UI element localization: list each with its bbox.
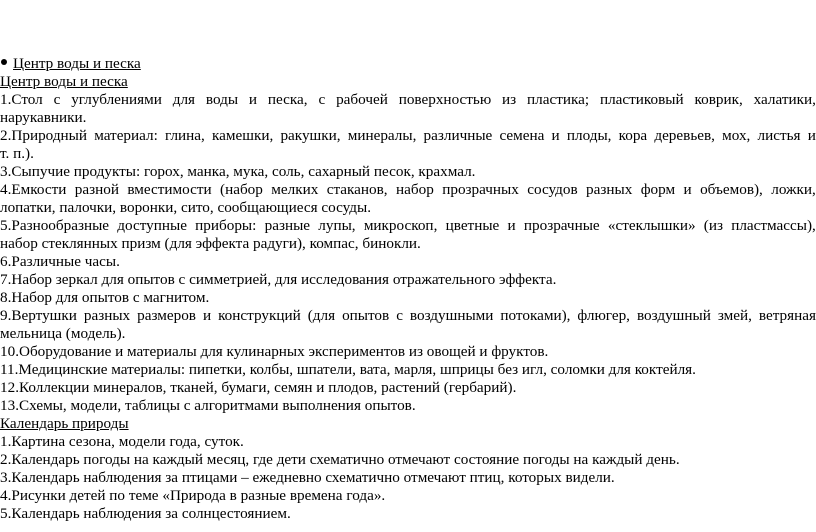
word: лупы, xyxy=(318,217,356,234)
word: разных xyxy=(586,181,633,198)
section1-list-justified-line xyxy=(0,307,816,325)
word: и xyxy=(807,127,816,144)
section1-list-justified-line xyxy=(0,181,816,199)
word: флюгер, xyxy=(577,307,630,324)
section1-list-line: 3.Сыпучие продукты: горох, манка, мука, соль, сахарный песок, крахмал. xyxy=(0,163,476,180)
word: плоды, xyxy=(566,127,612,144)
word: минералы, xyxy=(347,127,417,144)
section2-list-line: 2.Календарь погоды на каждый месяц, где дети схематично отмечают состояние погоды на каждый день. xyxy=(0,451,680,468)
word: углублениями xyxy=(71,91,162,108)
word: коврик, xyxy=(694,91,743,108)
word: разной xyxy=(74,181,119,198)
section1-list-justified-line xyxy=(0,127,816,145)
section1-list-line: 13.Схемы, модели, таблицы с алгоритмами выполнения опытов. xyxy=(0,397,416,414)
section1-list-line: 8.Набор для опытов с магнитом. xyxy=(0,289,210,306)
word: халатики, xyxy=(753,91,816,108)
word: пластиковый xyxy=(599,91,684,108)
word: доступные xyxy=(117,217,187,234)
word: песка, xyxy=(267,91,308,108)
word: ракушки, xyxy=(280,127,341,144)
word: различные xyxy=(423,127,493,144)
word: 5.Разнообразные xyxy=(0,217,110,234)
word: семена xyxy=(499,127,545,144)
word: приборы: xyxy=(195,217,257,234)
word: форм xyxy=(640,181,676,198)
word: пластика; xyxy=(527,91,590,108)
word: воздушный xyxy=(636,307,711,324)
word: потоками), xyxy=(500,307,571,324)
section1-list-line: 11.Медицинские материалы: пипетки, колбы, шпатели, вата, марля, шприцы без игл, соломки для коктейля. xyxy=(0,361,696,378)
word: 4.Емкости xyxy=(0,181,67,198)
section1-list-line: набор стеклянных призм (для эффекта радуги), компас, бинокли. xyxy=(0,235,421,252)
section1-list-line: 6.Различные часы. xyxy=(0,253,120,270)
word: (из xyxy=(703,217,723,234)
bullet-heading-line xyxy=(0,55,816,73)
word: «стеклышки» xyxy=(607,217,696,234)
document-body xyxy=(0,55,816,523)
word: поверхностью xyxy=(398,91,492,108)
word: микроскоп, xyxy=(363,217,438,234)
section1-list-justified-line xyxy=(0,91,816,109)
section2-list xyxy=(0,433,816,523)
word: и xyxy=(683,181,692,198)
section1-list-line: 7.Набор зеркал для опытов с симметрией, для исследования отражательного эффекта. xyxy=(0,271,557,288)
section1-list-line: нарукавники. xyxy=(0,109,87,126)
word: пластмассы), xyxy=(731,217,816,234)
section1-list-line: 10.Оборудование и материалы для кулинарных экспериментов из овощей и фруктов. xyxy=(0,343,549,360)
word: листья xyxy=(757,127,801,144)
word: для xyxy=(172,91,196,108)
word: размеров xyxy=(137,307,196,324)
word: кора xyxy=(618,127,648,144)
word: глина, xyxy=(165,127,205,144)
word: воздушными xyxy=(409,307,494,324)
section1-list-line: лопатки, палочки, воронки, сито, сообщающиеся сосуды. xyxy=(0,199,371,216)
word: и xyxy=(507,217,516,234)
word: набор xyxy=(396,181,434,198)
section-title-nature-calendar: Календарь природы xyxy=(0,415,129,432)
word: змей, xyxy=(717,307,752,324)
word: разных xyxy=(83,307,131,324)
word: 2.Природный xyxy=(0,127,88,144)
word: с xyxy=(396,307,403,324)
word: из xyxy=(502,91,517,108)
word: и xyxy=(248,91,258,108)
word: камешки, xyxy=(212,127,274,144)
word: и xyxy=(551,127,560,144)
word: вместимости xyxy=(127,181,212,198)
word: конструкций xyxy=(218,307,301,324)
word: и xyxy=(202,307,212,324)
word: деревьев, xyxy=(654,127,715,144)
section1-list xyxy=(0,91,816,415)
word: ложки, xyxy=(771,181,816,198)
word: мох, xyxy=(722,127,751,144)
word: разные xyxy=(264,217,311,234)
section2-list-line: 3.Календарь наблюдения за птицами – ежедневно схематично отмечают птиц, которых видели. xyxy=(0,469,615,486)
word: рабочей xyxy=(336,91,388,108)
section2-list-line: 1.Картина сезона, модели года, суток. xyxy=(0,433,244,450)
section1-list-justified-line xyxy=(0,217,816,235)
section1-list-line: мельница (модель). xyxy=(0,325,126,342)
word: прозрачных xyxy=(442,181,519,198)
word: с xyxy=(53,91,61,108)
section2-list-line: 5.Календарь наблюдения за солнцестоянием. xyxy=(0,505,291,522)
word: (набор xyxy=(220,181,263,198)
section-title-water-sand: Центр воды и песка xyxy=(0,73,128,90)
word: ветряная xyxy=(758,307,816,324)
word: цветные xyxy=(445,217,500,234)
word: мелких xyxy=(271,181,319,198)
word: опытов xyxy=(342,307,390,324)
word: стаканов, xyxy=(326,181,388,198)
word: прозрачные xyxy=(523,217,600,234)
word: материал: xyxy=(94,127,158,144)
word: 1.Стол xyxy=(0,91,43,108)
word: с xyxy=(318,91,326,108)
word: воды xyxy=(205,91,239,108)
bullet-dot-icon xyxy=(1,59,7,65)
word: 9.Вертушки xyxy=(0,307,77,324)
section1-list-line: 12.Коллекции минералов, тканей, бумаги, семян и плодов, растений (гербарий). xyxy=(0,379,517,396)
bullet-heading: Центр воды и песка xyxy=(13,55,141,72)
word: объемов), xyxy=(700,181,763,198)
section2-list-line: 4.Рисунки детей по теме «Природа в разные времена года». xyxy=(0,487,386,504)
word: сосудов xyxy=(527,181,578,198)
word: (для xyxy=(307,307,336,324)
section1-list-line: т. п.). xyxy=(0,145,34,162)
